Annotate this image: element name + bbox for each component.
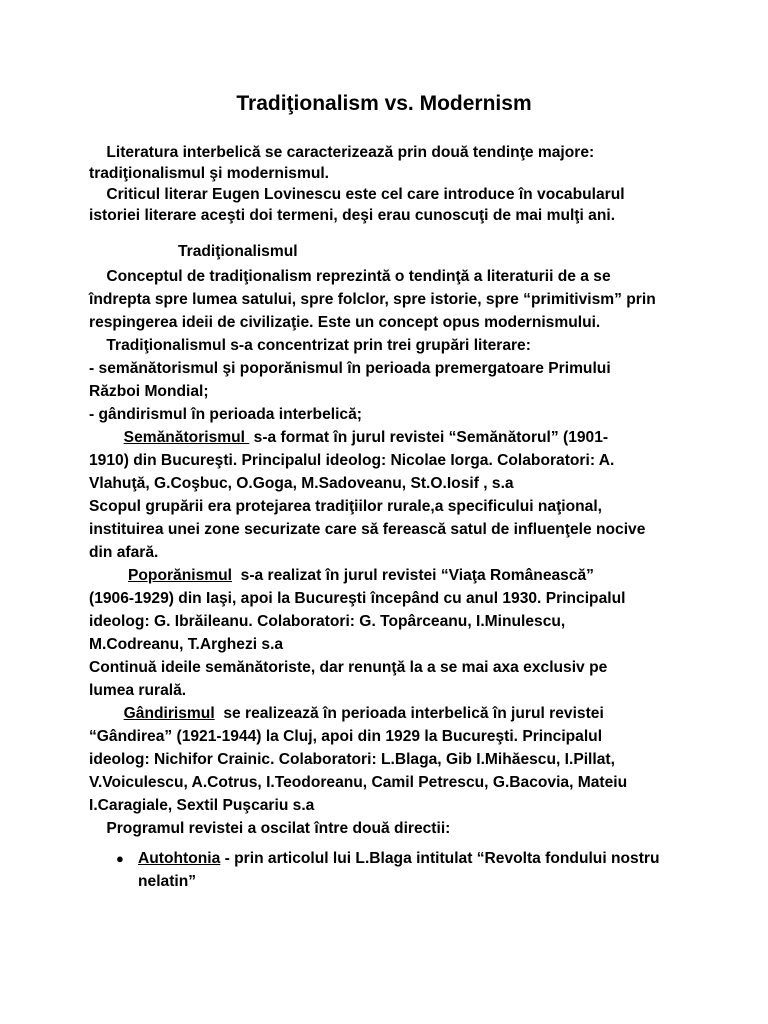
body-line: M.Codreanu, T.Arghezi s.a <box>89 636 284 653</box>
body-line: respingerea ideii de civilizaţie. Este un concept opus modernismului. <box>89 314 601 331</box>
body-line: “Gândirea” (1921-1944) la Cluj, apoi din 1929 la Bucureşti. Principalul <box>89 728 603 745</box>
body-line: Continuă ideile semănătoriste, dar renunţă la a se mai axa exclusiv pe <box>89 659 608 676</box>
intro-paragraph <box>89 142 689 226</box>
intro-line: istoriei literare aceşti doi termeni, deşi erau cunoscuţi de mai mulţi ani. <box>89 207 616 224</box>
intro-line: Criticul literar Eugen Lovinescu este cel care introduce în vocabularul <box>89 186 625 203</box>
body-line: lumea rurală. <box>89 682 187 699</box>
traditionalism-body <box>89 265 689 840</box>
body-line: Tradiţionalismul s-a concentrizat prin trei grupări literare: <box>89 337 531 354</box>
body-line: 1910) din Bucureşti. Principalul ideolog: Nicolae Iorga. Colaboratori: A. <box>89 452 615 469</box>
body-line: ideolog: G. Ibrăileanu. Colaboratori: G. Topârceanu, I.Minulescu, <box>89 613 566 630</box>
body-line: îndrepta spre lumea satului, spre folclor, spre istorie, spre “primitivism” prin <box>89 291 656 308</box>
body-line: Vlahuţă, G.Coşbuc, O.Goga, M.Sadoveanu, St.O.Iosif , s.a <box>89 475 514 492</box>
term-gandirismul: Gândirismul <box>123 705 215 722</box>
body-line: instituirea unei zone securizate care să ferească satul de influenţele nocive <box>89 521 646 538</box>
body-line: se realizează în perioada interbelică în jurul revistei <box>214 705 604 722</box>
term-poporanismul: Poporănismul <box>128 567 232 584</box>
document-title: Tradiţionalism vs. Modernism <box>236 92 532 115</box>
bullet-marker: ● <box>116 851 124 866</box>
body-line: - gândirismul în perioada interbelică; <box>89 406 362 423</box>
bullet-line: - prin articolul lui L.Blaga intitulat “Revolta fondului nostru <box>220 850 660 867</box>
intro-line: tradiţionalismul şi modernismul. <box>89 165 330 182</box>
body-line: V.Voiculescu, A.Cotrus, I.Teodoreanu, Camil Petrescu, G.Bacovia, Mateiu <box>89 774 628 791</box>
body-line: s-a format în jurul revistei “Semănătorul” (1901- <box>249 429 609 446</box>
body-line: Scopul grupării era protejarea tradiţiilor rurale,a specificului naţional, <box>89 498 602 515</box>
body-line: - semănătorismul şi poporănismul în perioada premergatoare Primului <box>89 360 611 377</box>
body-line: din afară. <box>89 544 159 561</box>
bullet-line: nelatin” <box>138 873 197 890</box>
body-line: ideolog: Nichifor Crainic. Colaboratori: L.Blaga, Gib I.Mihăescu, I.Pillat, <box>89 751 615 768</box>
body-line: (1906-1929) din Iaşi, apoi la Bucureşti începând cu anul 1930. Principalul <box>89 590 626 607</box>
bullet-item-autohtonia <box>138 847 698 893</box>
body-indent <box>89 705 124 722</box>
body-indent <box>89 567 128 584</box>
body-line: Conceptul de tradiţionalism reprezintă o tendinţă a literaturii de a se <box>89 268 611 285</box>
intro-line: Literatura interbelică se caracterizează prin două tendinţe majore: <box>89 144 595 161</box>
body-indent <box>89 429 124 446</box>
section-heading: Tradiţionalismul <box>178 243 298 260</box>
body-line: s-a realizat în jurul revistei “Viaţa Românească” <box>231 567 594 584</box>
body-line: Război Mondial; <box>89 383 209 400</box>
body-line: I.Caragiale, Sextil Puşcariu s.a <box>89 797 315 814</box>
term-autohtonia: Autohtonia <box>138 850 221 867</box>
body-line: Programul revistei a oscilat între două directii: <box>89 820 451 837</box>
term-semanatorismul: Semănătorismul <box>123 429 250 446</box>
